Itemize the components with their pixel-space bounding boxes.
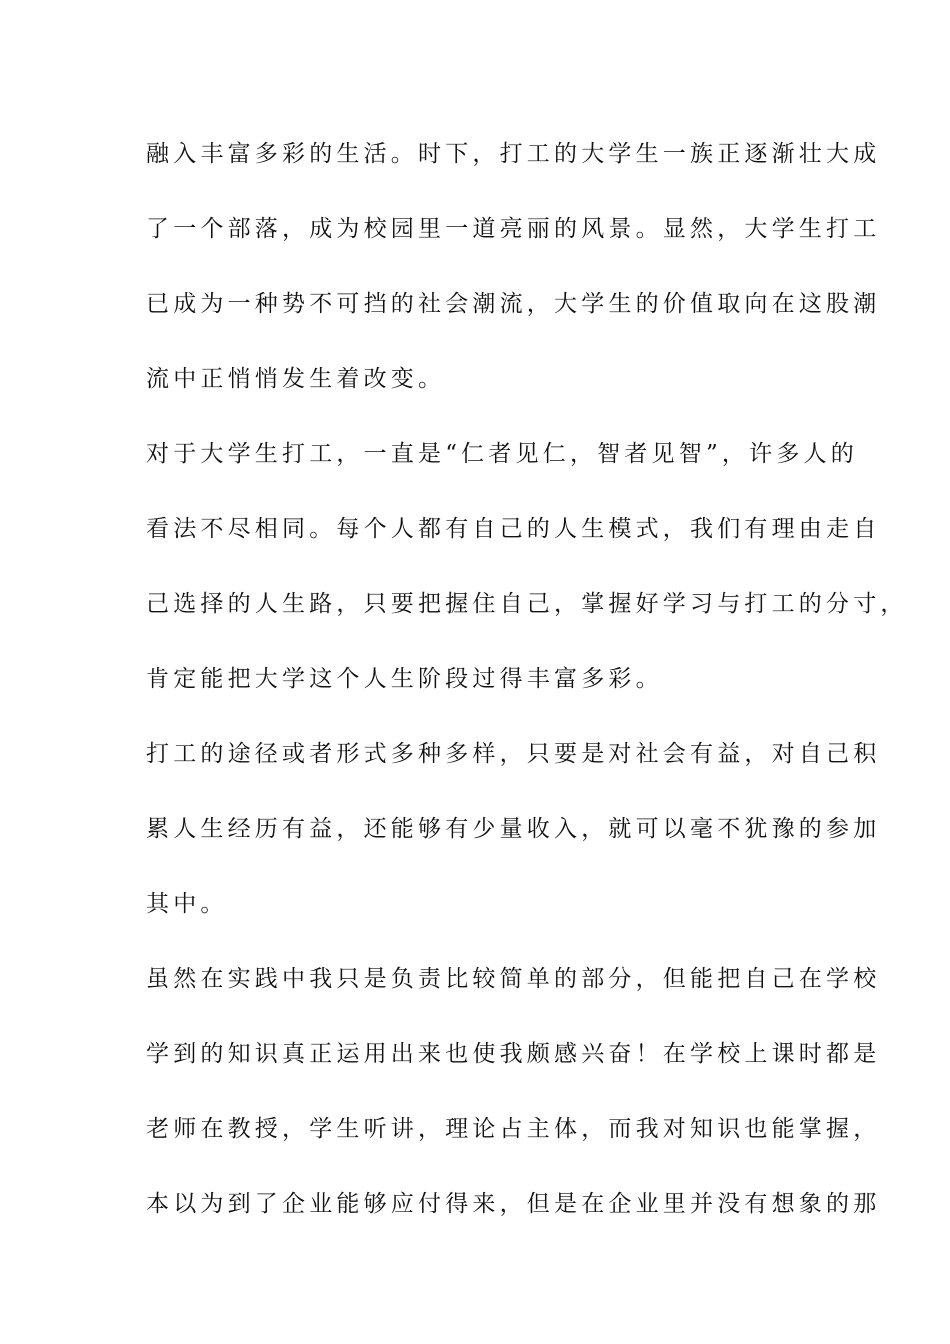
text-line: 看法不尽相同。每个人都有自己的人生模式，我们有理由走自 (146, 516, 881, 542)
text-line: 学到的知识真正运用出来也使我颇感兴奋！在学校上课时都是 (146, 1041, 881, 1067)
text-line: 肯定能把大学这个人生阶段过得丰富多彩。 (146, 666, 663, 692)
text-line: 流中正悄悄发生着改变。 (146, 366, 446, 392)
text-line: 己选择的人生路，只要把握住自己，掌握好学习与打工的分寸， (146, 591, 908, 617)
text-line: 融入丰富多彩的生活。时下，打工的大学生一族正逐渐壮大成 (146, 141, 881, 167)
text-line: 其中。 (146, 891, 228, 917)
text-line: 虽然在实践中我只是负责比较简单的部分，但能把自己在学校 (146, 966, 881, 992)
text-line: 已成为一种势不可挡的社会潮流，大学生的价值取向在这股潮 (146, 291, 881, 317)
text-line: 累人生经历有益，还能够有少量收入，就可以毫不犹豫的参加 (146, 816, 881, 842)
text-line: 打工的途径或者形式多种多样，只要是对社会有益，对自己积 (146, 741, 881, 767)
document-body (146, 132, 908, 1257)
text-line: 了一个部落，成为校园里一道亮丽的风景。显然，大学生打工 (146, 216, 881, 242)
text-line: 本以为到了企业能够应付得来，但是在企业里并没有想象的那 (146, 1191, 881, 1217)
text-line: 老师在教授，学生听讲，理论占主体，而我对知识也能掌握， (146, 1116, 881, 1142)
text-line: 对于大学生打工，一直是“仁者见仁，智者见智”，许多人的 (146, 441, 858, 467)
